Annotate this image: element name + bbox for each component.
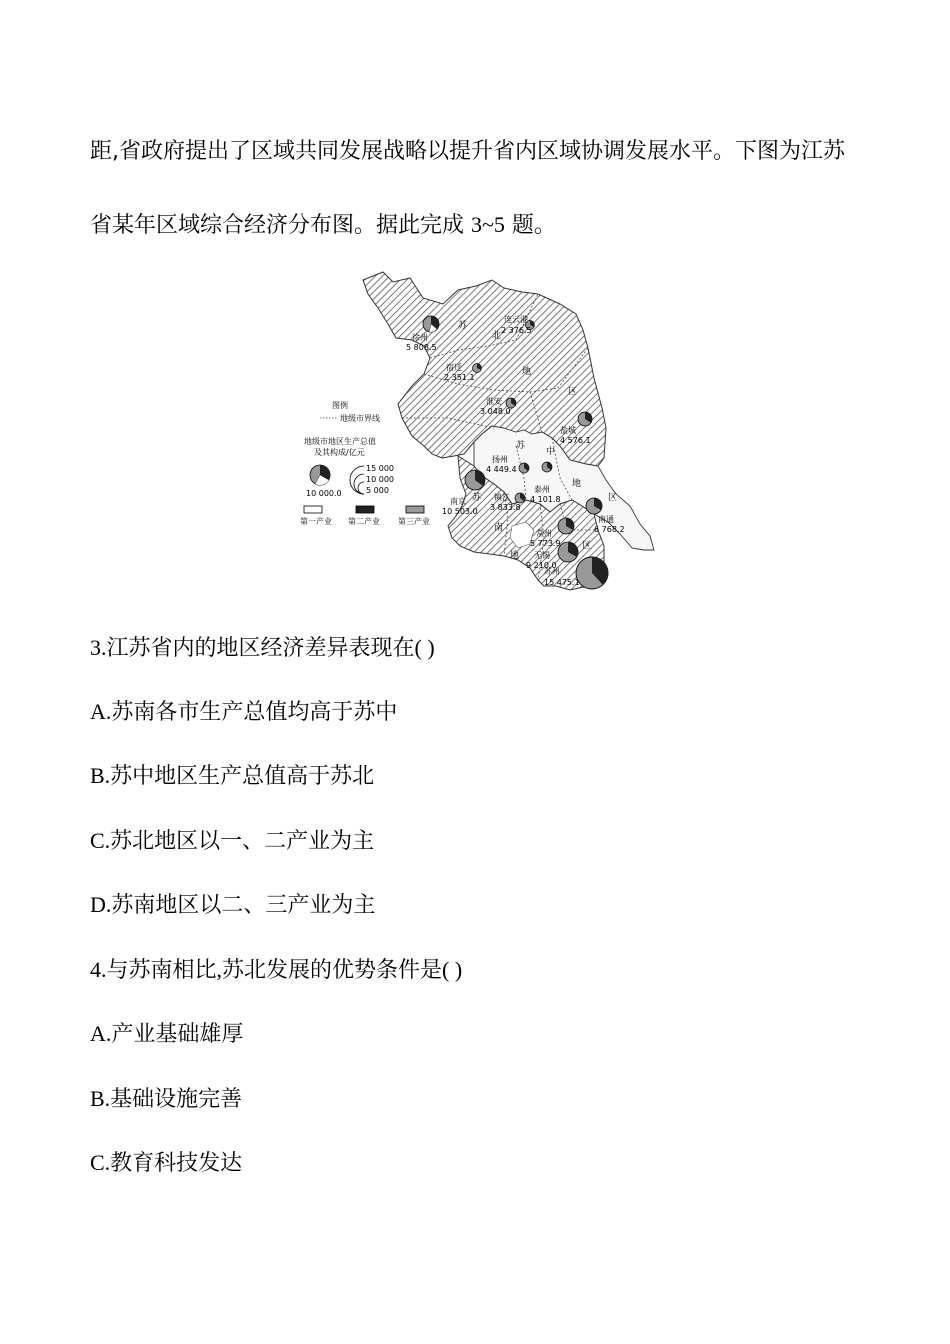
legend-scale-10000: 10 000	[366, 475, 394, 484]
pie-xuzhou	[423, 316, 439, 332]
intro-line-2-pre: 省某年区域综合经济分布图。据此完成	[90, 213, 471, 238]
legend-boundary: 地级市界线	[340, 414, 380, 423]
city-value-yancheng: 4 576.1	[560, 436, 591, 445]
legend-swatch-secondary	[356, 506, 374, 513]
pie-nantong	[586, 498, 602, 514]
pie-yangzhou	[519, 463, 529, 473]
q3-option-a: A.苏南各市生产总值均高于苏中	[90, 699, 398, 724]
label-central-4: 区	[608, 493, 618, 503]
legend-title: 图例	[332, 401, 348, 410]
label-south-3: 地	[510, 551, 520, 561]
pie-yancheng	[578, 412, 592, 426]
pie-nanjing	[465, 470, 485, 490]
city-value-suqian: 2 351.1	[444, 373, 475, 382]
q3-option-b: B.苏中地区生产总值高于苏北	[90, 763, 375, 788]
q3-option-d: D.苏南地区以二、三产业为主	[90, 892, 376, 917]
legend-sample-pie	[310, 465, 330, 485]
city-name-yancheng: 盐城	[560, 426, 576, 435]
pie-taizhou	[542, 462, 552, 472]
label-north-4: 区	[568, 387, 578, 397]
pie-suzhou	[576, 557, 608, 589]
pie-changzhou	[558, 518, 574, 534]
city-name-wuxi: 无锡	[534, 551, 550, 560]
city-name-huaian: 淮安	[486, 397, 502, 406]
intro-line-2	[90, 210, 556, 241]
jiangsu-economic-map	[298, 268, 658, 598]
q4-option-b: B.基础设施完善	[90, 1086, 243, 1111]
intro-line-1: 距,省政府提出了区域共同发展战略以提升省内区域协调发展水平。下图为江苏	[90, 139, 845, 164]
pie-zhenjiang	[515, 493, 525, 503]
city-name-lianyungang: 连云港	[504, 315, 528, 324]
city-name-nantong: 南通	[598, 515, 614, 524]
label-south-4: 区	[582, 541, 592, 551]
city-value-zhenjiang: 3 833.8	[490, 503, 521, 512]
label-central-3: 地	[572, 479, 582, 489]
city-name-xuzhou: 徐州	[412, 333, 428, 342]
city-value-changzhou: 5 773.9	[530, 539, 561, 548]
label-central-1: 苏	[516, 441, 526, 451]
city-name-yangzhou: 扬州	[492, 455, 508, 464]
q4-option-c: C.教育科技发达	[90, 1150, 243, 1175]
city-name-taizhou: 泰州	[534, 485, 550, 494]
legend-scale-15000: 15 000	[366, 464, 394, 473]
q3-stem: 3.江苏省内的地区经济差异表现在( )	[90, 635, 435, 660]
label-south-1: 苏	[472, 493, 482, 503]
legend-gdp-title-2: 及其构成/亿元	[314, 448, 365, 457]
city-value-taizhou: 4 101.8	[530, 495, 561, 504]
city-value-huaian: 3 048.0	[480, 407, 511, 416]
city-name-nanjing: 南京	[450, 497, 466, 506]
label-north-2: 北	[492, 331, 502, 341]
city-value-nantong: 6 768.2	[594, 525, 625, 534]
city-name-zhenjiang: 镇江	[494, 493, 510, 502]
label-central-2: 中	[546, 447, 556, 457]
city-name-suqian: 宿迁	[446, 363, 462, 372]
city-value-suzhou: 15 475.1	[544, 578, 580, 587]
legend-industry-2: 第二产业	[348, 517, 380, 526]
label-south-2: 南	[494, 523, 504, 533]
pie-wuxi	[558, 542, 578, 562]
legend-industry-3: 第三产业	[398, 517, 430, 526]
q4-stem: 4.与苏南相比,苏北发展的优势条件是( )	[90, 957, 463, 982]
legend-industry-1: 第一产业	[300, 517, 332, 526]
legend-swatch-tertiary	[406, 506, 424, 513]
legend-scale-5000: 5 000	[366, 486, 389, 495]
city-value-xuzhou: 5 808.5	[406, 343, 437, 352]
city-value-nanjing: 10 503.0	[442, 507, 478, 516]
legend-scale-arcs	[350, 466, 364, 494]
city-name-suzhou: 苏州	[544, 567, 560, 576]
city-value-lianyungang: 2 376.5	[501, 326, 532, 335]
q4-option-a: A.产业基础雄厚	[90, 1021, 244, 1046]
pie-suqian	[473, 364, 482, 373]
question-range: 3~5	[471, 212, 505, 237]
q3-option-c: C.苏北地区以一、二产业为主	[90, 828, 375, 853]
city-name-changzhou: 常州	[536, 529, 552, 538]
city-value-yangzhou: 4 449.4	[486, 465, 517, 474]
city-value-wuxi: 9 210.0	[526, 561, 557, 570]
intro-line-2-post: 题。	[504, 213, 556, 238]
label-north-1: 苏	[458, 321, 468, 331]
label-north-3: 地	[522, 367, 532, 377]
legend-swatch-primary	[304, 506, 322, 513]
legend-sample-value: 10 000.0	[306, 489, 342, 498]
legend-gdp-title-1: 地级市地区生产总值	[304, 437, 376, 446]
